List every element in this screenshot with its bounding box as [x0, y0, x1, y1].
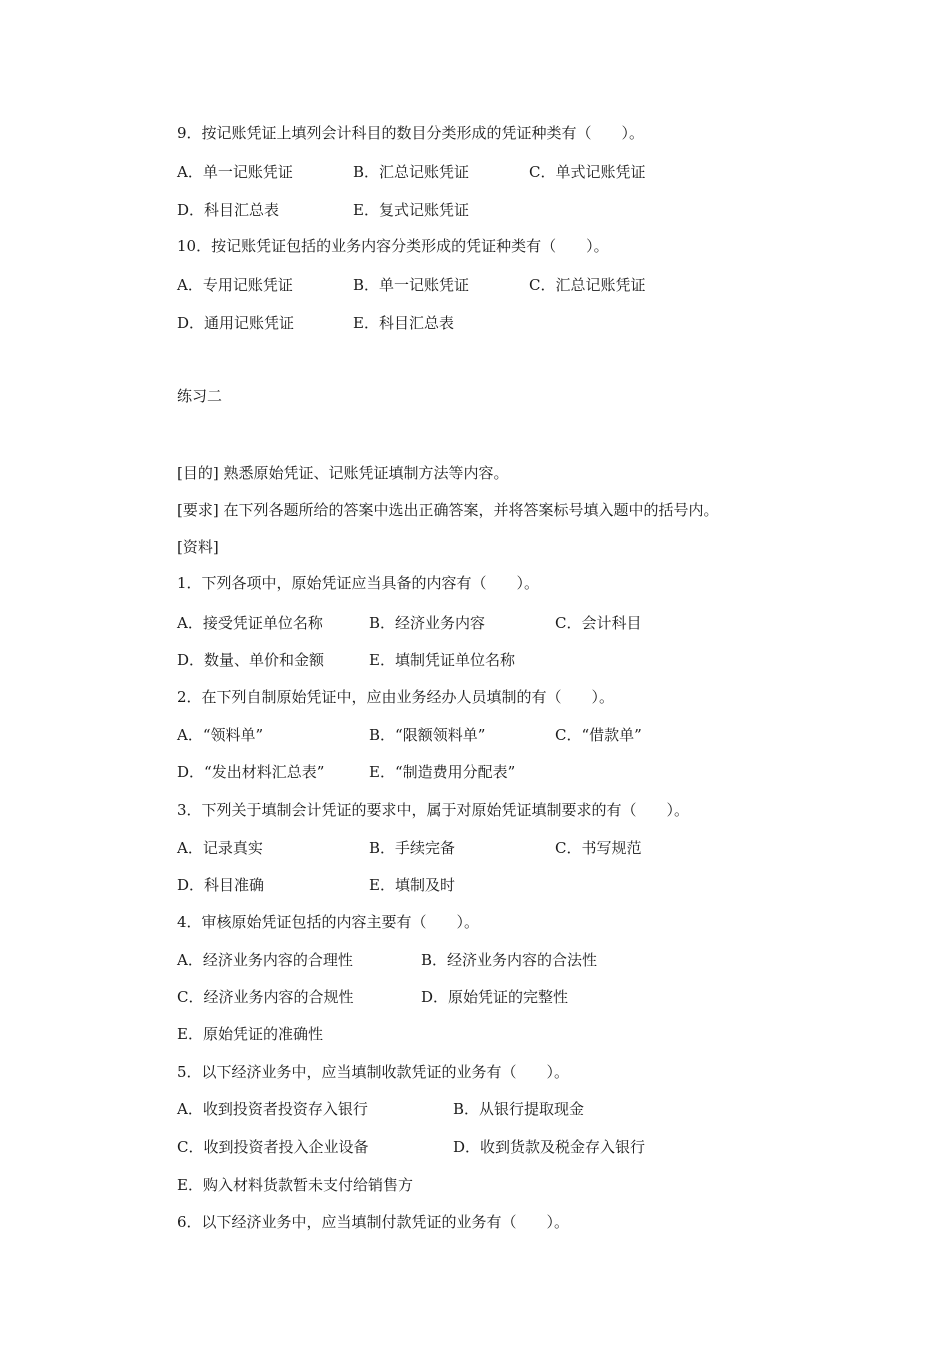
- options-line: [177, 613, 877, 633]
- answer-option: A．专用记账凭证: [177, 276, 293, 294]
- answer-option: B．经济业务内容: [369, 614, 486, 632]
- answer-option: E．填制凭证单位名称: [369, 651, 515, 669]
- options-line: [177, 987, 877, 1007]
- answer-option: D．数量、单价和金额: [177, 651, 325, 669]
- text-line: 练习二: [177, 387, 223, 405]
- options-line: [177, 200, 877, 220]
- answer-option: A．单一记账凭证: [177, 163, 293, 181]
- options-line: [177, 875, 877, 895]
- options-line: [177, 275, 877, 295]
- answer-option: B．“限额领料单”: [369, 726, 486, 744]
- answer-option: D．原始凭证的完整性: [421, 988, 569, 1006]
- answer-option: C．“借款单”: [555, 726, 642, 744]
- answer-option: B．从银行提取现金: [453, 1100, 585, 1118]
- text-line: [目的] 熟悉原始凭证、记账凭证填制方法等内容。: [177, 464, 509, 482]
- text-line: E．购入材料货款暂未支付给销售方: [177, 1176, 413, 1194]
- text-line: 3．下列关于填制会计凭证的要求中，属于对原始凭证填制要求的有（ ）。: [177, 801, 690, 819]
- answer-option: C．会计科目: [555, 614, 642, 632]
- answer-option: E．科目汇总表: [353, 314, 454, 332]
- options-line: [177, 650, 877, 670]
- answer-option: D．通用记账凭证: [177, 314, 295, 332]
- answer-option: C．经济业务内容的合规性: [177, 988, 354, 1006]
- answer-option: B．汇总记账凭证: [353, 163, 470, 181]
- answer-option: C．书写规范: [555, 839, 642, 857]
- options-line: [177, 1099, 877, 1119]
- answer-option: D．科目汇总表: [177, 201, 280, 219]
- options-line: [177, 838, 877, 858]
- text-line: 4．审核原始凭证包括的内容主要有（ ）。: [177, 913, 480, 931]
- options-line: [177, 725, 877, 745]
- text-line: 10．按记账凭证包括的业务内容分类形成的凭证种类有（ ）。: [177, 237, 609, 255]
- answer-option: E．复式记账凭证: [353, 201, 469, 219]
- answer-option: A．经济业务内容的合理性: [177, 951, 353, 969]
- text-line: E．原始凭证的准确性: [177, 1025, 323, 1043]
- options-line: [177, 950, 877, 970]
- answer-option: E．填制及时: [369, 876, 455, 894]
- text-line: 5．以下经济业务中，应当填制收款凭证的业务有（ ）。: [177, 1063, 570, 1081]
- options-line: [177, 313, 877, 333]
- answer-option: A．“领料单”: [177, 726, 264, 744]
- answer-option: C．收到投资者投入企业设备: [177, 1138, 369, 1156]
- text-line: 6．以下经济业务中，应当填制付款凭证的业务有（ ）。: [177, 1213, 570, 1231]
- text-line: 2．在下列自制原始凭证中，应由业务经办人员填制的有（ ）。: [177, 688, 615, 706]
- answer-option: A．记录真实: [177, 839, 263, 857]
- text-line: [要求] 在下列各题所给的答案中选出正确答案，并将答案标号填入题中的括号内。: [177, 501, 719, 519]
- answer-option: D．科目准确: [177, 876, 265, 894]
- answer-option: C．汇总记账凭证: [529, 276, 646, 294]
- answer-option: D．“发出材料汇总表”: [177, 763, 325, 781]
- text-line: [资料]: [177, 538, 219, 556]
- answer-option: B．单一记账凭证: [353, 276, 470, 294]
- answer-option: E．“制造费用分配表”: [369, 763, 516, 781]
- options-line: [177, 762, 877, 782]
- answer-option: D．收到货款及税金存入银行: [453, 1138, 646, 1156]
- text-line: 1．下列各项中，原始凭证应当具备的内容有（ ）。: [177, 574, 540, 592]
- answer-option: A．收到投资者投资存入银行: [177, 1100, 368, 1118]
- text-line: 9．按记账凭证上填列会计科目的数目分类形成的凭证种类有（ ）。: [177, 124, 645, 142]
- options-line: [177, 162, 877, 182]
- answer-option: B．手续完备: [369, 839, 456, 857]
- answer-option: B．经济业务内容的合法性: [421, 951, 598, 969]
- options-line: [177, 1137, 877, 1157]
- answer-option: A．接受凭证单位名称: [177, 614, 323, 632]
- answer-option: C．单式记账凭证: [529, 163, 646, 181]
